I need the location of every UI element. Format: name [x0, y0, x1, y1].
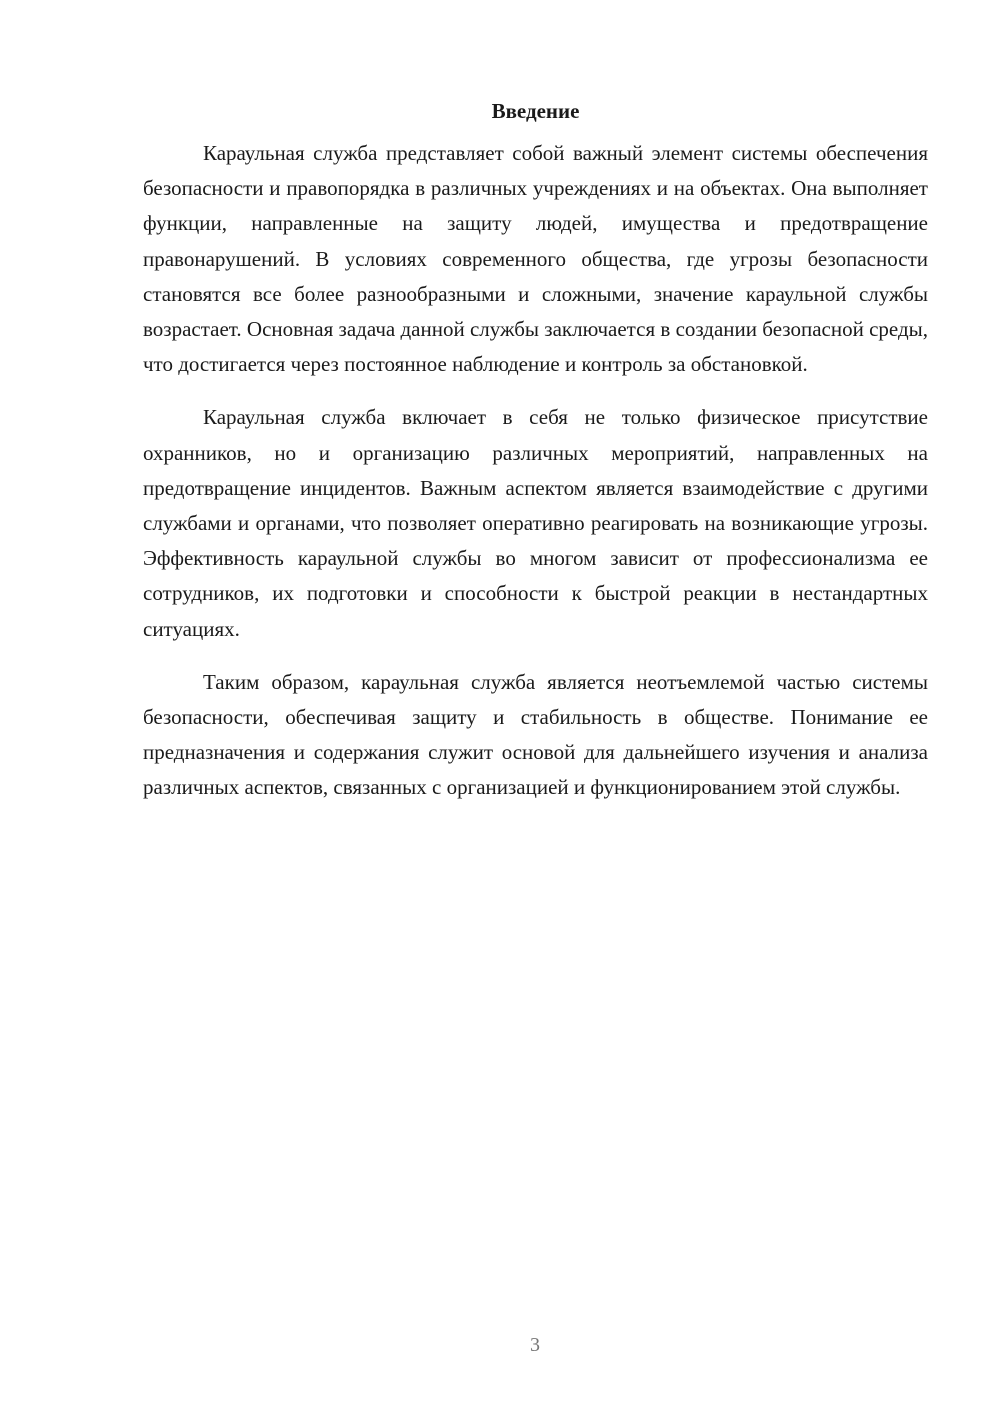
paragraph-3: Таким образом, караульная служба является неотъемлемой частью системы безопасности, обеспечивая защиту и стабильность в обществе. Понимание ее предназначения и содержания служит основой для дальнейшего изучения и анализа различных аспектов, связанных с организацией и функционированием этой службы.: [143, 669, 928, 800]
page-number: 3: [530, 1334, 540, 1356]
document-body: [143, 96, 928, 824]
paragraph-1: Караульная служба представляет собой важный элемент системы обеспечения безопасности и правопорядка в различных учреждениях и на объектах. Она выполняет функции, направленные на защиту людей, имущества и предотвращение правонарушений. В условиях современного общества, где угрозы безопасности становятся все более разнообразными и сложными, значение караульной службы возрастает. Основная задача данной службы заключается в создании безопасной среды, что достигается через постоянное наблюдение и контроль за обстановкой.: [143, 141, 928, 377]
section-title: Введение: [491, 99, 580, 123]
paragraph-2: Караульная служба включает в себя не только физическое присутствие охранников, но и организацию различных мероприятий, направленных на предотвращение инцидентов. Важным аспектом является взаимодействие с другими службами и органами, что позволяет оперативно реагировать на возникающие угрозы. Эффективность караульной службы во многом зависит от профессионализма ее сотрудников, их подготовки и способности к быстрой реакции в нестандартных ситуациях.: [143, 405, 928, 641]
